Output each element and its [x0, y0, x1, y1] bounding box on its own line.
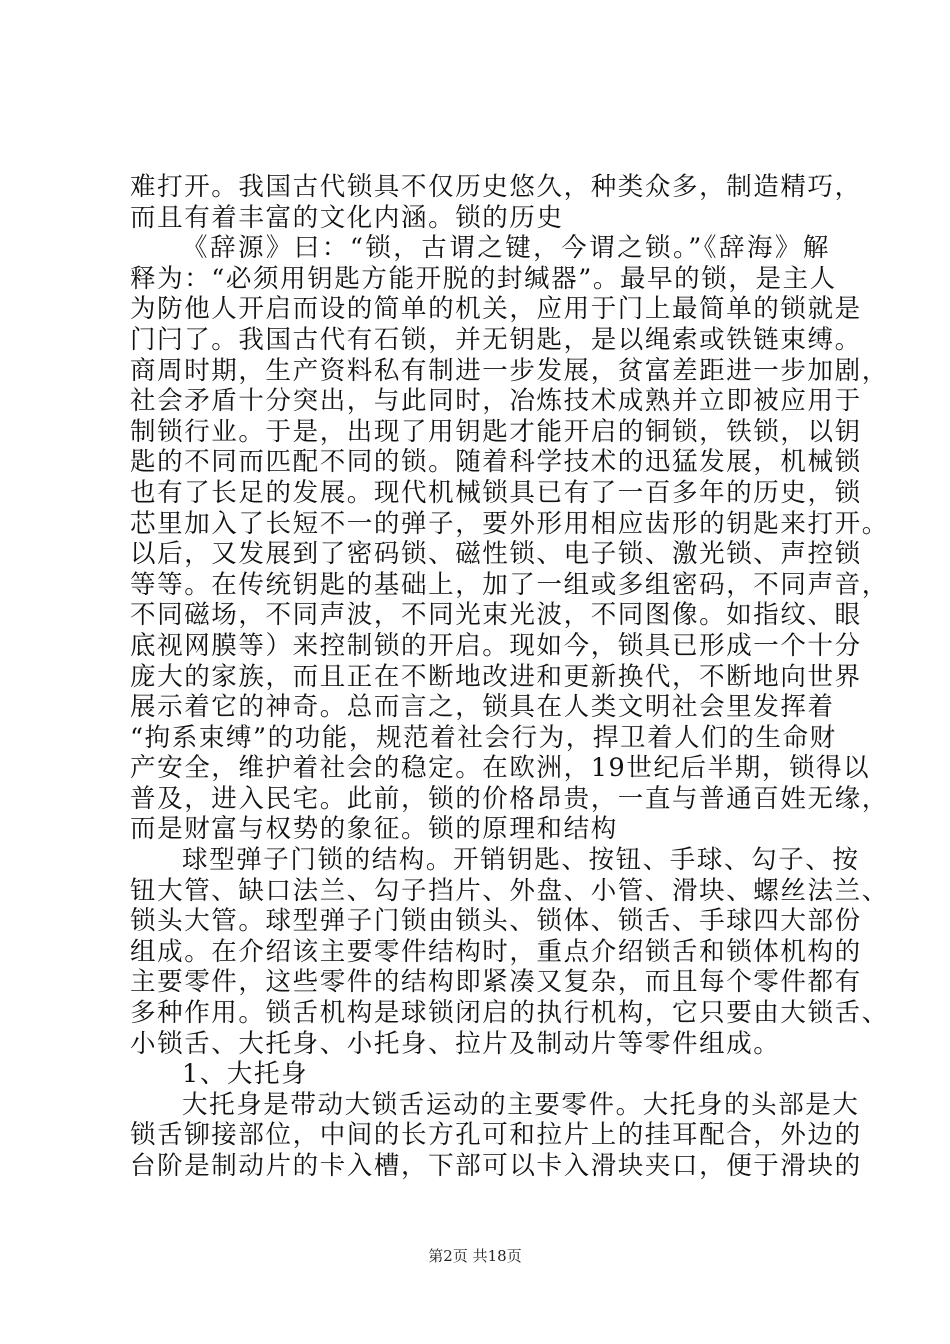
- text-line: 为防他人开启而设的简单的机关，应用于门上最简单的锁就是: [130, 294, 862, 325]
- text-line: 社会矛盾十分突出，与此同时，冶炼技术成熟并立即被应用于: [130, 386, 862, 417]
- text-line: 锁舌铆接部位，中间的长方孔可和拉片上的挂耳配合，外边的: [130, 1120, 862, 1151]
- text-line: 释为：“必须用钥匙方能开脱的封缄器”。最早的锁，是主人: [130, 263, 837, 294]
- text-line: 多种作用。锁舌机构是球锁闭启的执行机构，它只要由大锁舌、: [130, 998, 889, 1029]
- text-line: 普及，进入民宅。此前，锁的价格昂贵，一直与普通百姓无缘，: [130, 783, 889, 814]
- text-line: 锁头大管。球型弹子门锁由锁头、锁体、锁舌、手球四大部份: [130, 906, 862, 937]
- text-line: 也有了长足的发展。现代机械锁具已有了一百多年的历史，锁: [130, 477, 862, 508]
- text-line: 庞大的家族，而且正在不断地改进和更新换代，不断地向世界: [130, 661, 862, 692]
- text-line: 主要零件，这些零件的结构即紧凑又复杂，而且每个零件都有: [130, 967, 862, 998]
- section-heading: 1、大托身: [182, 1059, 309, 1090]
- text-line: 底视网膜等）来控制锁的开启。现如今，锁具已形成一个十分: [130, 630, 862, 661]
- text-line: 门闩了。我国古代有石锁，并无钥匙，是以绳索或铁链束缚。: [130, 324, 862, 355]
- document-body: [130, 172, 889, 1182]
- text-line: 台阶是制动片的卡入槽，下部可以卡入滑块夹口，便于滑块的: [130, 1151, 862, 1181]
- text-line: 芯里加入了长短不一的弹子，要外形用相应齿形的钥匙来打开。: [130, 508, 889, 539]
- text-line: 匙的不同而匹配不同的锁。随着科学技术的迅猛发展，机械锁: [130, 447, 862, 478]
- text-line: 制锁行业。于是，出现了用钥匙才能开启的铜锁，铁锁，以钥: [130, 416, 862, 447]
- text-line: 等等。在传统钥匙的基础上，加了一组或多组密码，不同声音，: [130, 569, 889, 600]
- text-line: 《辞源》曰：“锁，古谓之键，今谓之锁。”《辞海》解: [182, 233, 830, 264]
- text-line: 产安全，维护着社会的稳定。在欧洲，19世纪后半期，锁得以: [130, 753, 871, 784]
- text-line: “拘系束缚”的功能，规范着社会行为，捍卫着人们的生命财: [130, 722, 837, 753]
- text-line: 小锁舌、大托身、小托身、拉片及制动片等零件组成。: [130, 1028, 781, 1059]
- text-line: 大托身是带动大锁舌运动的主要零件。大托身的头部是大: [182, 1089, 860, 1120]
- text-line: 钮大管、缺口法兰、勾子挡片、外盘、小管、滑块、螺丝法兰、: [130, 875, 889, 906]
- text-line: 以后，又发展到了密码锁、磁性锁、电子锁、激光锁、声控锁: [130, 539, 862, 570]
- text-line: 球型弹子门锁的结构。开销钥匙、按钮、手球、勾子、按: [182, 845, 860, 876]
- text-line: 不同磁场，不同声波，不同光束光波，不同图像。如指纹、眼: [130, 600, 862, 631]
- text-line: 难打开。我国古代锁具不仅历史悠久，种类众多，制造精巧，: [130, 172, 862, 202]
- text-line: 展示着它的神奇。总而言之，锁具在人类文明社会里发挥着: [130, 692, 835, 723]
- text-line: 组成。在介绍该主要零件结构时，重点介绍锁舌和锁体机构的: [130, 936, 862, 967]
- text-line: 而是财富与权势的象征。锁的原理和结构: [130, 814, 618, 845]
- text-line: 而且有着丰富的文化内涵。锁的历史: [130, 202, 564, 233]
- text-line: 商周时期，生产资料私有制进一步发展，贫富差距进一步加剧，: [130, 355, 889, 386]
- page-number: 第2页 共18页: [428, 1247, 522, 1265]
